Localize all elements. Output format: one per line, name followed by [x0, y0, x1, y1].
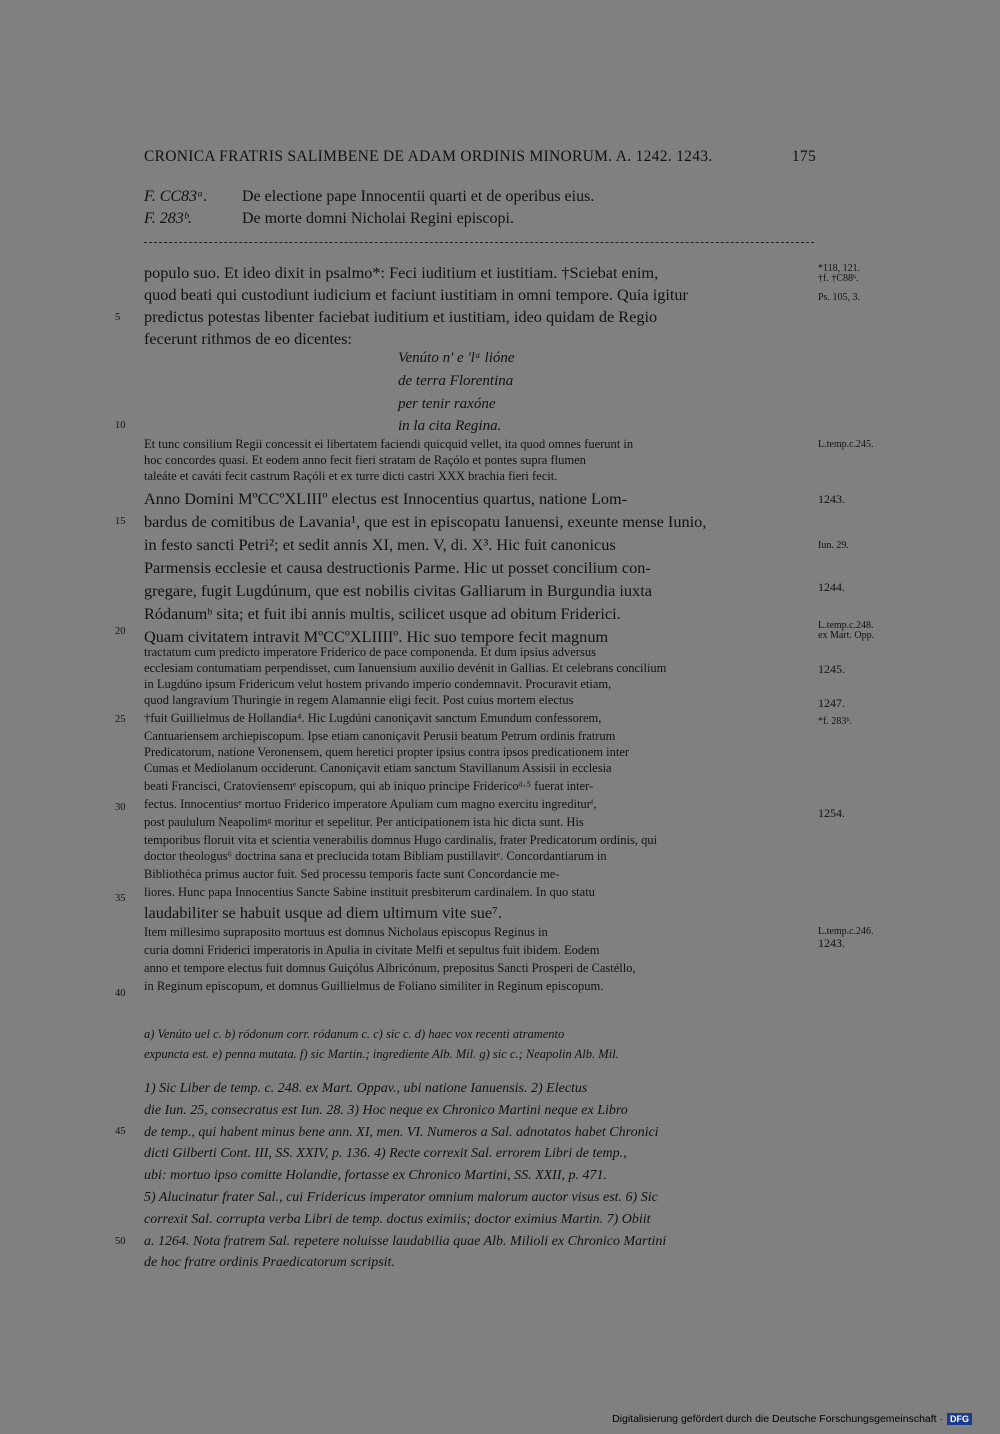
apparatus-line: a) Venúto uel c. b) ródonum corr. ródanum c. c) sic c. d) haec vox recenti atramento [144, 1027, 565, 1041]
text-line: †fuit Guillielmus de Hollandia⁴. Hic Lugdúni canoniçavit sanctum Emundum confessorem, [144, 711, 602, 725]
footnotes [144, 1078, 814, 1274]
text-line: tractatum cum predicto imperatore Friderico de pace componenda. Et dum ipsius adversus [144, 645, 596, 659]
text-line: quod beati qui custodiunt iudicium et faciunt iustitiam in omni tempore. Quia igitur [144, 285, 688, 304]
margin-note: 1243. [818, 492, 845, 506]
text-line: Quam civitatem intravit MºCCºXLIIIIº. Hic suo tempore fecit magnum [144, 627, 609, 646]
text-line: quod langravium Thuringie in regem Alamannie eligi fecit. Post cuius mortem electus [144, 693, 574, 707]
line-number: 50 [115, 1236, 126, 1247]
verse-line: in la cita Regina. [398, 418, 502, 434]
margin-note: 1245. [818, 662, 845, 676]
footnote-line: correxit Sal. corrupta verba Libri de temp. doctus eximiis; doctor eximius Martin. 7) Obiit [144, 1211, 651, 1227]
footnote-line: 1) Sic Liber de temp. c. 248. ex Mart. Oppav., ubi natione Ianuensis. 2) Electus [144, 1081, 588, 1096]
text-line: fecerunt rithmos de eo dicentes: [144, 329, 352, 348]
verse-line: de terra Florentina [398, 373, 514, 389]
text-line: hoc concordes quasi. Et eodem anno fecit fieri stratam de Raçólo et pontes supra flumen [144, 453, 586, 467]
text-line: predictus potestas libenter faciebat iuditium et iustitiam, ideo quidam de Regio [144, 307, 658, 326]
text-line: populo suo. Et ideo dixit in psalmo*: Feci iuditium et iustitiam. †Sciebat enim, [144, 263, 659, 282]
line-number: 10 [115, 420, 126, 431]
text-line: beati Francisci, Cratoviensemᵉ episcopum, qui ab iniquo principe Fridericoᵈ·⁵ fuerat inter- [144, 779, 594, 793]
margin-note: 1243. [818, 936, 845, 950]
apparatus-line: expuncta est. e) penna mutata. f) sic Martin.; ingrediente Alb. Mil. g) sic c.; Neapolin Alb. Mil. [144, 1047, 619, 1061]
running-header [144, 148, 816, 166]
rubric-2 [144, 210, 824, 228]
text-line: liores. Hunc papa Innocentius Sancte Sabine instituit presbiterum cardinalem. In quo statu [144, 885, 595, 899]
footnote-line: de hoc fratre ordinis Praedicatorum scripsit. [144, 1255, 395, 1271]
line-number: 30 [115, 802, 126, 813]
page-number: 175 [791, 148, 816, 165]
line-number: 5 [115, 312, 121, 323]
verse-line: per tenir raxóne [398, 396, 496, 412]
rubric-1 [144, 188, 824, 206]
verse-line: Venúto n' e 'lᵃ lióne [398, 350, 515, 366]
text-line: in Lugdúno ipsum Fridericum velut hostem privando imperio condemnavit. Procuravit etiam, [144, 677, 612, 691]
text-line: Bibliothéca primus auctor fuit. Sed processu temporis facte sunt Concordancie me- [144, 867, 560, 881]
critical-apparatus [144, 1024, 814, 1064]
text-line: laudabiliter se habuit usque ad diem ultimum vite sue⁷. [144, 903, 502, 922]
rubric-text: De electione pape Innocentii quarti et de operibus eius. [242, 188, 595, 205]
text-line: Item millesimo supraposito mortuus est domnus Nicholaus episcopus Reginus in [144, 925, 548, 939]
footer-credit [612, 1413, 972, 1425]
margin-note: ex Mart. Opp. [818, 630, 875, 641]
line-number: 40 [115, 988, 126, 999]
text-line: anno et tempore electus fuit domnus Guiçólus Albricónum, prepositus Sancti Prosperi de Castéllo, [144, 961, 636, 975]
footnote-line: 5) Alucinatur frater Sal., cui Fridericus imperator omnium malorum auctor visus est. 6) Sic [144, 1189, 658, 1205]
footnote-line: a. 1264. Nota fratrem Sal. repetere noluisse laudabilia quae Alb. Milioli ex Chronico Martini [144, 1233, 667, 1249]
margin-note: 1254. [818, 806, 845, 820]
divider [144, 242, 814, 243]
text-line: Cumas et Mediolanum occiderunt. Canoniçavit etiam sanctum Stavillanum Assisii in ecclesia [144, 761, 612, 775]
text-line: Parmensis ecclesie et causa destructionis Parme. Hic ut posset concilium con- [144, 558, 651, 577]
text-line: ecclesiam contumatiam perpendisset, cum Ianuensium auxilio devénit in Gallias. Et celebrans concilium [144, 661, 667, 675]
rubric-folio: F. 283ᵇ. [144, 210, 193, 227]
line-number: 35 [115, 893, 126, 904]
footnote-line: ubi: mortuo ipso comitte Holandie, fortasse ex Chronico Martini, SS. XXII, p. 471. [144, 1168, 607, 1184]
text-line: Predicatorum, natione Veronensem, quem heretici propter ipsius contra ipsos predicationem inter [144, 745, 630, 759]
line-number: 45 [115, 1126, 126, 1137]
margin-note: *118, 121. [818, 263, 861, 274]
line-number: 25 [115, 714, 126, 725]
margin-note: L.temp.c.246. [818, 926, 874, 937]
text-line: bardus de comitibus de Lavania¹, que est in episcopatu Ianuensi, exeunte mense Iunio, [144, 512, 707, 531]
margin-note: Iun. 29. [818, 540, 849, 551]
footnote-line: dicti Gilberti Cont. III, SS. XXIV, p. 136. 4) Recte correxit Sal. errorem Libri de temp., [144, 1146, 627, 1162]
text-line: in Reginum episcopum, et domnus Guillielmus de Foliano similiter in Reginum episcopum. [144, 979, 604, 993]
margin-note: L.temp.c.245. [818, 439, 874, 450]
dfg-logo: DFG [947, 1413, 972, 1425]
margin-note: L.temp.c.248. [818, 620, 874, 631]
margin-note: †f. †C88ᵇ. [818, 273, 859, 284]
footnote-line: de temp., qui habent minus bene ann. XI, men. VI. Numeros a Sal. adnotatos habet Chronici [144, 1124, 659, 1140]
text-line: temporibus floruit vita et scientia venerabilis domnus Hugo cardinalis, frater Predicatorum ordinis, qui [144, 833, 658, 847]
text-line: Et tunc consilium Regii concessit ei libertatem faciendi quicquid vellet, ita quod omnes fuerunt in [144, 437, 634, 451]
text-line: doctor theologus⁶ doctrina sana et preclucida totam Bibliam pustillavitᵉ. Concordantiarum in [144, 849, 607, 863]
line-number: 20 [115, 626, 126, 637]
rubric-text: De morte domni Nicholai Regini episcopi. [242, 210, 514, 227]
text-line: taleáte et caváti fecit castrum Raçóli et ex turre dicti castri XXX brachia fieri fecit. [144, 469, 558, 483]
footnote-line: die Iun. 25, consecratus est Iun. 28. 3) Hoc neque ex Chronico Martini neque ex Libro [144, 1102, 628, 1118]
text-line: post paululum Neapolimᵍ moritur et sepelitur. Per anticipationem ista hic dicta sunt. His [144, 815, 584, 829]
footer-text: Digitalisierung gefördert durch die Deutsche Forschungsgemeinschaft · [612, 1413, 943, 1425]
text-line: Anno Domini MºCCºXLIIIº electus est Innocentius quartus, natione Lom- [144, 489, 628, 508]
text-line: curia domni Friderici imperatoris in Apulia in civitate Melfi et sepultus fuit ibidem. Eodem [144, 943, 600, 957]
text-line: in festo sancti Petri²; et sedit annis XI, men. V, di. X³. Hic fuit canonicus [144, 535, 616, 554]
text-line: Cantuariensem archiepiscopum. Ipse etiam canoniçavit Perusii beatum Petrum ordinis fratrum [144, 729, 616, 743]
rubric-folio: F. CC83ᵃ. [144, 188, 208, 205]
margin-note: *f. 283ᵇ. [818, 716, 852, 727]
text-line: Ródanumᵇ sita; et fuit ibi annis multis, scilicet usque ad obitum Friderici. [144, 604, 621, 623]
text-line: gregare, fugit Lugdúnum, que est nobilis civitas Galliarum in Burgundia iuxta [144, 581, 652, 600]
text-line: fectus. Innocentiusᵉ mortuo Friderico imperatore Apuliam cum magno exercitu ingrediturᶠ, [144, 797, 597, 811]
line-number: 15 [115, 516, 126, 527]
margin-note: 1247. [818, 696, 845, 710]
margin-note: 1244. [818, 580, 845, 594]
running-title: CRONICA FRATRIS SALIMBENE DE ADAM ORDINIS MINORUM. A. 1242. 1243. [144, 148, 713, 165]
margin-note: Ps. 105, 3. [818, 292, 860, 303]
